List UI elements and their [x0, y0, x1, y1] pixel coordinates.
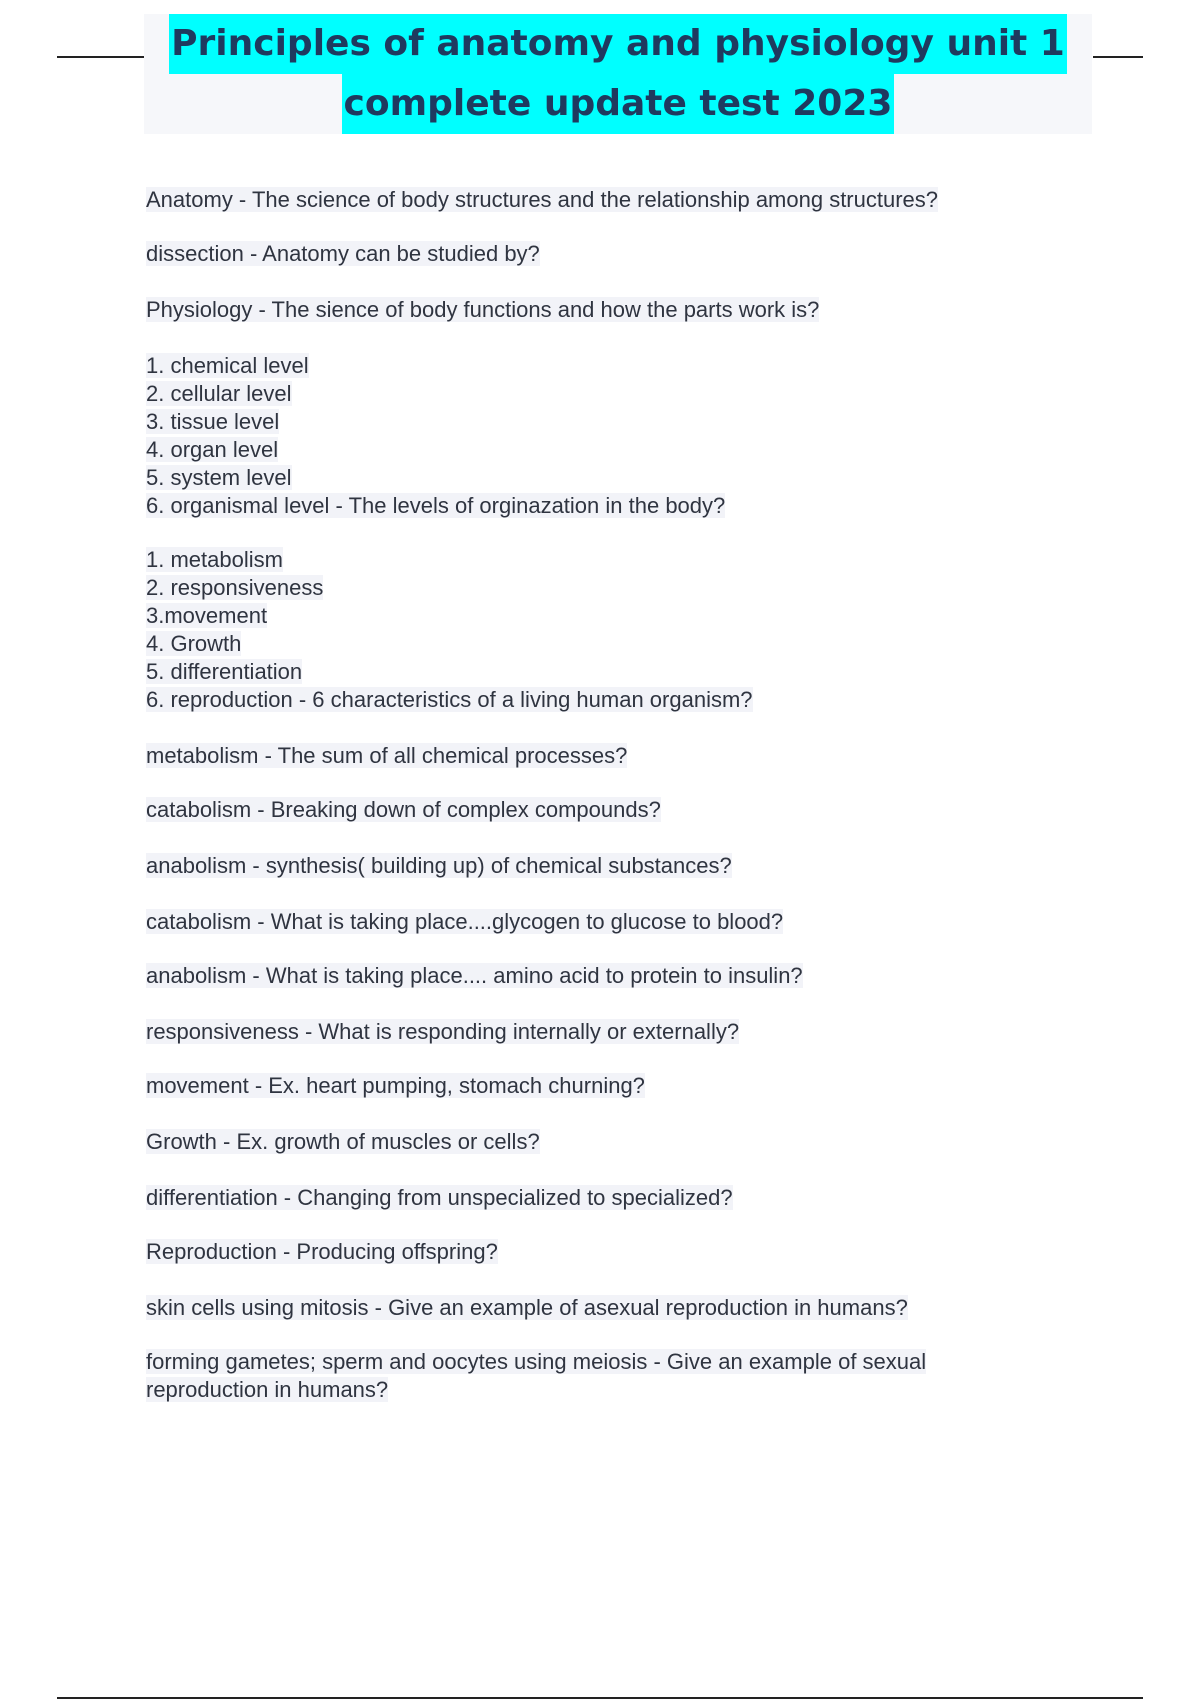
flashcard-entry	[146, 1348, 926, 1404]
flashcard-text: catabolism - Breaking down of complex compounds?	[146, 797, 661, 822]
flashcard-entry	[146, 1238, 498, 1266]
flashcard-entry	[146, 352, 725, 520]
flashcard-text: reproduction in humans?	[146, 1377, 389, 1402]
flashcard-text: Anatomy - The science of body structures and the relationship among structures?	[146, 187, 939, 212]
flashcard-text: anabolism - What is taking place.... amino acid to protein to insulin?	[146, 963, 803, 988]
flashcard-entry	[146, 186, 938, 214]
bottom-rule	[57, 1697, 1143, 1699]
flashcard-text: 4. organ level	[146, 437, 279, 462]
flashcard-entry	[146, 1294, 908, 1322]
flashcard-text: 4. Growth	[146, 631, 242, 656]
flashcard-text: 5. system level	[146, 465, 292, 490]
flashcard-text: movement - Ex. heart pumping, stomach churning?	[146, 1073, 645, 1098]
flashcard-text: 1. chemical level	[146, 353, 309, 378]
top-rule-right	[1093, 56, 1143, 58]
flashcard-text: Growth - Ex. growth of muscles or cells?	[146, 1129, 540, 1154]
flashcard-text: 6. reproduction - 6 characteristics of a living human organism?	[146, 687, 753, 712]
flashcard-text: 5. differentiation	[146, 659, 303, 684]
flashcard-text: 2. cellular level	[146, 381, 292, 406]
flashcard-entry	[146, 1128, 540, 1156]
flashcard-text: differentiation - Changing from unspecialized to specialized?	[146, 1185, 733, 1210]
flashcard-text: skin cells using mitosis - Give an example of asexual reproduction in humans?	[146, 1295, 908, 1320]
flashcard-text: anabolism - synthesis( building up) of chemical substances?	[146, 853, 732, 878]
flashcard-text: responsiveness - What is responding internally or externally?	[146, 1019, 740, 1044]
flashcard-entry	[146, 1072, 645, 1100]
flashcard-text: 1. metabolism	[146, 547, 283, 572]
flashcard-entry	[146, 962, 803, 990]
title-line-2: complete update test 2023	[342, 74, 895, 134]
document-title	[144, 14, 1092, 134]
flashcard-text: metabolism - The sum of all chemical processes?	[146, 743, 628, 768]
flashcard-entry	[146, 240, 540, 268]
flashcard-entry	[146, 546, 753, 714]
flashcard-text: 2. responsiveness	[146, 575, 324, 600]
flashcard-text: 6. organismal level - The levels of orginazation in the body?	[146, 493, 726, 518]
flashcard-text: dissection - Anatomy can be studied by?	[146, 241, 540, 266]
flashcard-entry	[146, 852, 732, 880]
flashcard-text: catabolism - What is taking place....glycogen to glucose to blood?	[146, 909, 784, 934]
flashcard-text: 3.movement	[146, 603, 268, 628]
flashcard-text: Reproduction - Producing offspring?	[146, 1239, 498, 1264]
title-line-1: Principles of anatomy and physiology unit 1	[169, 14, 1067, 74]
top-rule-left	[57, 56, 144, 58]
flashcard-text: Physiology - The sience of body functions and how the parts work is?	[146, 297, 820, 322]
flashcard-entry	[146, 1184, 733, 1212]
flashcard-entry	[146, 1018, 739, 1046]
flashcard-text: 3. tissue level	[146, 409, 280, 434]
flashcard-entry	[146, 908, 783, 936]
flashcard-entry	[146, 796, 661, 824]
flashcard-entry	[146, 742, 627, 770]
flashcard-entry	[146, 296, 819, 324]
flashcard-text: forming gametes; sperm and oocytes using meiosis - Give an example of sexual	[146, 1349, 927, 1374]
